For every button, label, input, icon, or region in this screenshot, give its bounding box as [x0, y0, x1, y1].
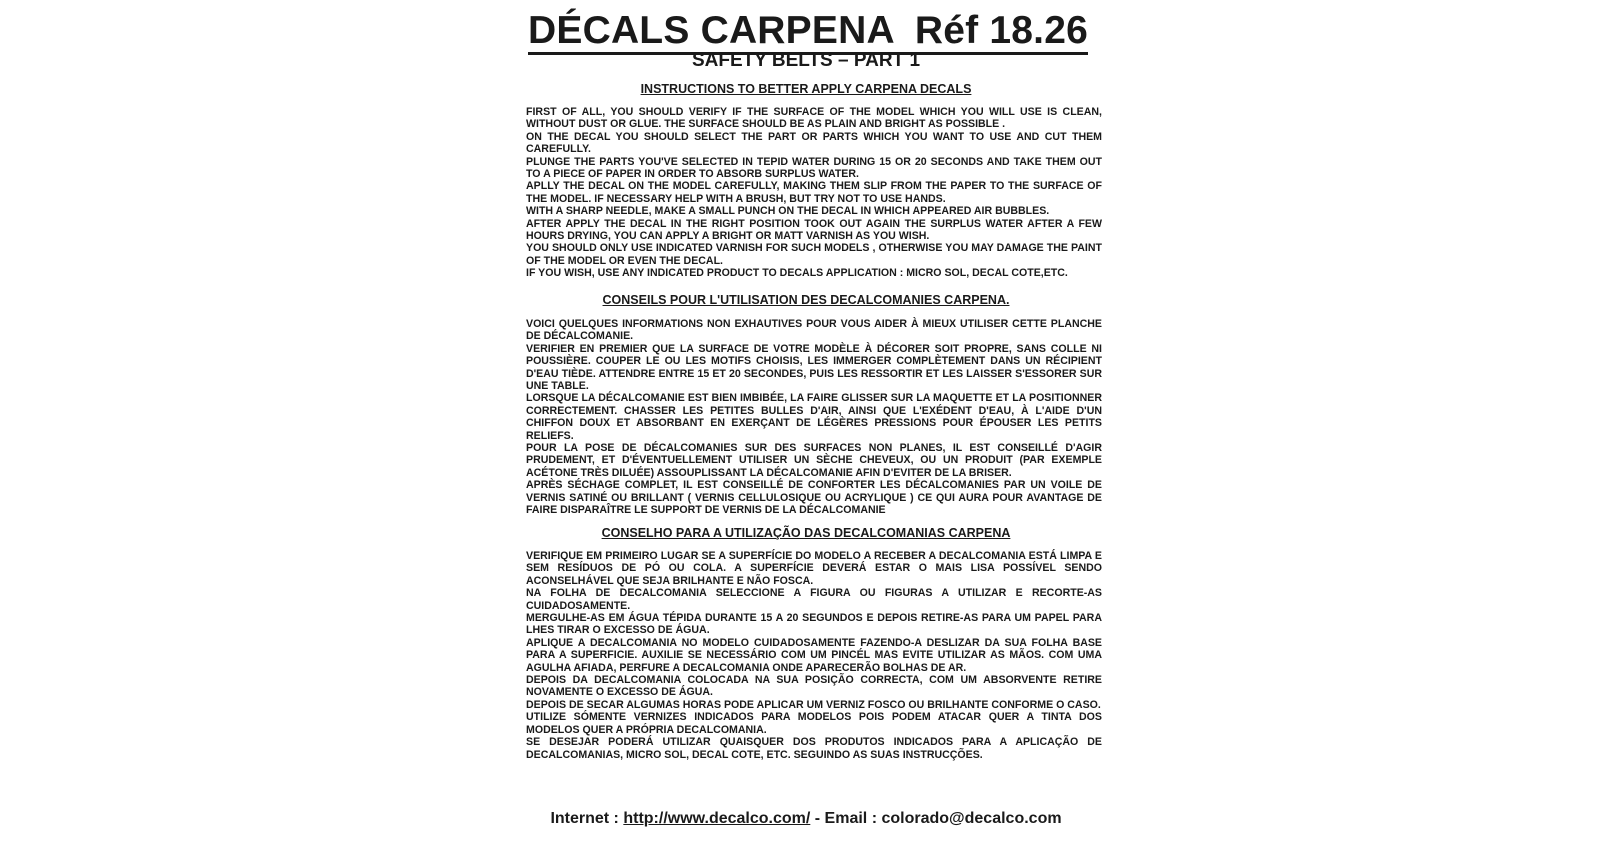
french-heading: CONSEILS POUR L'UTILISATION DES DECALCOMANIES CARPENA.: [602, 293, 1010, 307]
english-paragraph: YOU SHOULD ONLY USE INDICATED VARNISH FOR SUCH MODELS , OTHERWISE YOU MAY DAMAGE THE PAINT OF THE MODEL OR EVEN THE DECAL.: [526, 242, 1102, 267]
french-paragraph: VOICI QUELQUES INFORMATIONS NON EXHAUTIVES POUR VOUS AIDER À MIEUX UTILISER CETTE PLANCHE DE DÉCALCOMANIE.: [526, 318, 1102, 343]
english-instructions: [526, 106, 1102, 280]
english-paragraph: ON THE DECAL YOU SHOULD SELECT THE PART OR PARTS WHICH YOU WANT TO USE AND CUT THEM CAREFULLY.: [526, 130, 1102, 156]
portuguese-paragraph: SE DESEJAR PODERÁ UTILIZAR QUAISQUER DOS PRODUTOS INDICADOS PARA A APLICAÇÃO DE DECALCOMANIAS, MICRO SOL, DECAL COTE, ETC. SEGUINDO AS SUAS INSTRUCÇÕES.: [526, 736, 1102, 761]
portuguese-paragraph: NA FOLHA DE DECALCOMANIA SELECCIONE A FIGURA OU FIGURAS A UTILIZAR E RECORTE-AS CUIDADOSAMENTE.: [526, 587, 1102, 612]
reference-number: Réf 18.26: [914, 9, 1088, 52]
english-paragraph: PLUNGE THE PARTS YOU'VE SELECTED IN TEPID WATER DURING 15 OR 20 SECONDS AND TAKE THEM OUT TO A PIECE OF PAPER IN ORDER TO ABSORB SURPLUS WATER.: [526, 155, 1102, 181]
instruction-sheet: [508, 0, 1104, 850]
portuguese-paragraph: APLIQUE A DECALCOMANIA NO MODELO CUIDADOSAMENTE FAZENDO-A DESLIZAR DA SUA FOLHA BASE PARA A SUPERFICIE. AUXILIE SE NECESSÁRIO COM UM PINCÉL MAS EVITE UTILIZAR AS MÃOS. COM UMA AGULHA AFIADA, PERFURE A DECALCOMANIA ONDE APARECERÃO BOLHAS DE AR.: [526, 636, 1102, 674]
website-link[interactable]: http://www.decalco.com/: [623, 810, 811, 827]
english-paragraph: FIRST OF ALL, YOU SHOULD VERIFY IF THE SURFACE OF THE MODEL WHICH YOU WILL USE IS CLEAN, WITHOUT DUST OR GLUE. THE SURFACE SHOULD BE AS PLAIN AND BRIGHT AS POSSIBLE .: [526, 106, 1102, 131]
english-heading: INSTRUCTIONS TO BETTER APPLY CARPENA DECALS: [640, 82, 972, 96]
english-paragraph: IF YOU WISH, USE ANY INDICATED PRODUCT TO DECALS APPLICATION : MICRO SOL, DECAL COTE,ETC.: [526, 267, 1068, 280]
title-row: [528, 6, 1088, 55]
english-paragraph: AFTER APPLY THE DECAL IN THE RIGHT POSITION TOOK OUT AGAIN THE SURPLUS WATER AFTER A FEW HOURS DRYING, YOU CAN APPLY A BRIGHT OR MATT VARNISH AS YOU WISH.: [526, 217, 1102, 243]
internet-label: Internet :: [550, 810, 619, 827]
portuguese-paragraph: DEPOIS DE SECAR ALGUMAS HORAS PODE APLICAR UM VERNIZ FOSCO OU BRILHANTE CONFORME O CASO.: [526, 698, 1101, 711]
portuguese-instructions: [526, 550, 1102, 761]
document-title: DÉCALS CARPENA: [528, 9, 895, 52]
portuguese-heading: CONSELHO PARA A UTILIZAÇÃO DAS DECALCOMANIAS CARPENA: [601, 526, 1011, 540]
english-paragraph: WITH A SHARP NEEDLE, MAKE A SMALL PUNCH ON THE DECAL IN WHICH APPEARED AIR BUBBLES.: [526, 205, 1050, 218]
french-paragraph: LORSQUE LA DÉCALCOMANIE EST BIEN IMBIBÉE, LA FAIRE GLISSER SUR LA MAQUETTE ET LA POSITIONNER CORRECTEMENT. CHASSER LES PETITES BULLES D'AIR, AINSI QUE L'EXÉDENT D'EAU, À L'AIDE D'UN CHIFFON DOUX ET ABSORBANT EN EXERÇANT DE LÉGÈRES PRESSIONS POUR ÉPOUSER LES PETITS RELIEFS.: [526, 392, 1102, 442]
document-subtitle: SAFETY BELTS – PART 1: [691, 50, 921, 71]
email-address[interactable]: colorado@decalco.com: [881, 810, 1062, 827]
contact-footer: [508, 810, 1104, 828]
english-paragraph: APLLY THE DECAL ON THE MODEL CAREFULLY, MAKING THEM SLIP FROM THE PAPER TO THE SURFACE OF THE MODEL. IF NECESSARY HELP WITH A BRUSH, BUT TRY NOT TO USE HANDS.: [526, 180, 1102, 205]
french-paragraph: APRÈS SÉCHAGE COMPLET, IL EST CONSEILLÉ DE CONFORTER LES DÉCALCOMANIES PAR UN VOILE DE VERNIS SATINÉ OU BRILLANT ( VERNIS CELLULOSIQUE OU ACRYLIQUE ) CE QUI AURA POUR AVANTAGE DE FAIRE DISPARAÎTRE LE SUPPORT DE VERNIS DE LA DÉCALCOMANIE: [526, 479, 1102, 517]
french-paragraph: VERIFIER EN PREMIER QUE LA SURFACE DE VOTRE MODÈLE À DÉCORER SOIT PROPRE, SANS COLLE NI POUSSIÈRE. COUPER LE OU LES MOTIFS CHOISIS, LES IMMERGER COMPLÈTEMENT DANS UN RÉCIPIENT D'EAU TIÈDE. ATTENDRE ENTRE 15 ET 20 SECONDES, PUIS LES RESSORTIR ET LES LAISSER S'ESSORER SUR UNE TABLE.: [526, 342, 1102, 393]
portuguese-paragraph: MERGULHE-AS EM ÁGUA TÉPIDA DURANTE 15 A 20 SEGUNDOS E DEPOIS RETIRE-AS PARA UM PAPEL PARA LHES TIRAR O EXCESSO DE ÁGUA.: [526, 612, 1102, 637]
email-label: - Email :: [814, 810, 878, 827]
french-instructions: [526, 318, 1102, 517]
portuguese-paragraph: DEPOIS DA DECALCOMANIA COLOCADA NA SUA POSIÇÃO CORRECTA, COM UM ABSORVENTE RETIRE NOVAMENTE O EXCESSO DE ÁGUA.: [526, 674, 1102, 699]
french-paragraph: POUR LA POSE DE DÉCALCOMANIES SUR DES SURFACES NON PLANES, IL EST CONSEILLÉ D'AGIR PRUDEMENT, ET D'ÉVENTUELLEMENT UTILISER UN SÈCHE CHEVEUX, OU UN PRODUIT (PAR EXEMPLE ACÉTONE TRÈS DILUÉE) ASSOUPLISSANT LA DÉCALCOMANIE AFIN D'EVITER DE LA BRISER.: [526, 442, 1102, 479]
portuguese-paragraph: UTILIZE SÓMENTE VERNIZES INDICADOS PARA MODELOS POIS PODEM ATACAR QUER A TINTA DOS MODELOS QUER A PRÓPRIA DECALCOMANIA.: [526, 711, 1102, 736]
portuguese-paragraph: VERIFIQUE EM PRIMEIRO LUGAR SE A SUPERFÍCIE DO MODELO A RECEBER A DECALCOMANIA ESTÁ LIMPA E SEM RESÍDUOS DE PÓ OU COLA. A SUPERFÍCIE DEVERÁ ESTAR O MAIS LISA POSSÍVEL SENDO ACONSELHÁVEL QUE SEJA BRILHANTE E NÃO FOSCA.: [526, 550, 1102, 587]
